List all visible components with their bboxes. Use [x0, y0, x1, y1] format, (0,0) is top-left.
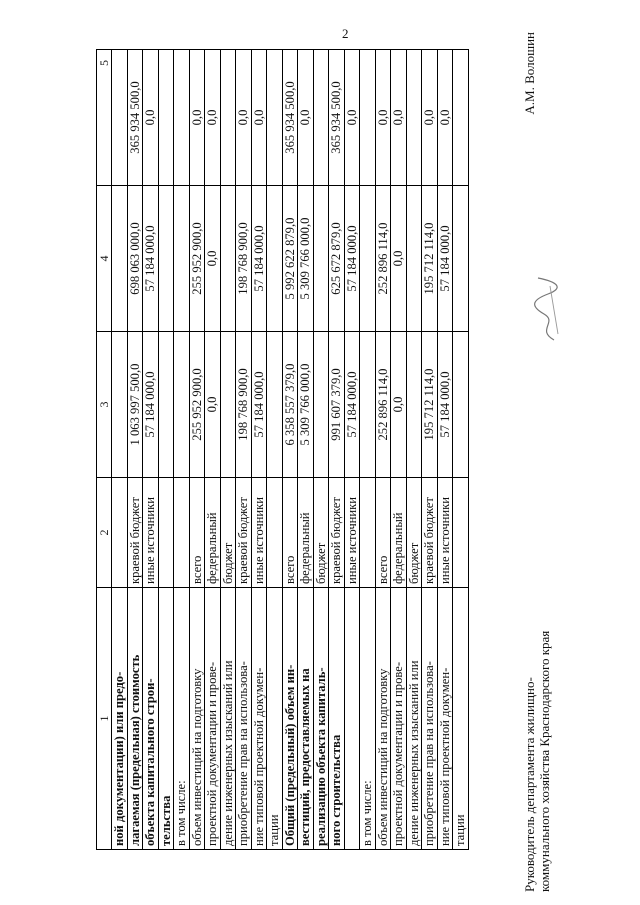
table-cell-col4 [267, 186, 283, 332]
table-cell-col5: 0,0 [251, 50, 267, 186]
table-cell-col4 [220, 186, 236, 332]
table-row [391, 50, 407, 850]
table-cell-col3 [220, 332, 236, 478]
table-cell-col2 [267, 478, 283, 588]
table-row [437, 50, 453, 850]
table-cell-col5 [453, 50, 469, 186]
table-row [267, 50, 283, 850]
table-row [143, 50, 159, 850]
table-cell-col2: федеральный [298, 478, 314, 588]
table-cell-col1: приобретение прав на использова- [422, 588, 438, 850]
table-cell-col4: 0,0 [391, 186, 407, 332]
table-cell-col4: 57 184 000,0 [437, 186, 453, 332]
signatory-position-line-1: Руководитель департамента жилищно- [522, 677, 537, 892]
table-cell-col3: 57 184 000,0 [251, 332, 267, 478]
table-cell-col4: 57 184 000,0 [143, 186, 159, 332]
header-cell-1: 1 [97, 588, 112, 850]
table-cell-col5 [112, 50, 128, 186]
table-cell-col5: 0,0 [437, 50, 453, 186]
table-cell-col2: всего [375, 478, 391, 588]
table-cell-col4 [174, 186, 190, 332]
table-cell-col2: краевой бюджет [127, 478, 143, 588]
table-cell-col5: 0,0 [344, 50, 360, 186]
table-cell-col3: 991 607 379,0 [329, 332, 345, 478]
table-cell-col3: 255 952 900,0 [189, 332, 205, 478]
table-row [406, 50, 422, 850]
table-cell-col3: 0,0 [205, 332, 221, 478]
table-row [360, 50, 376, 850]
table-row [298, 50, 314, 850]
page-number: 2 [342, 26, 349, 41]
table-header-row [97, 50, 112, 850]
table-cell-col5: 365 934 500,0 [127, 50, 143, 186]
table-cell-col1: тации [453, 588, 469, 850]
table-cell-col2: федеральный [205, 478, 221, 588]
table-row [282, 50, 298, 850]
table-cell-col2 [360, 478, 376, 588]
table-cell-col5: 0,0 [236, 50, 252, 186]
table-cell-col4 [406, 186, 422, 332]
table-cell-col3: 57 184 000,0 [143, 332, 159, 478]
table-cell-col4: 5 992 622 879,0 [282, 186, 298, 332]
table-cell-col4: 698 063 000,0 [127, 186, 143, 332]
table-row [375, 50, 391, 850]
table-row [313, 50, 329, 850]
table-cell-col3 [112, 332, 128, 478]
table-cell-col5 [220, 50, 236, 186]
header-cell-2: 2 [97, 478, 112, 588]
table-cell-col4: 255 952 900,0 [189, 186, 205, 332]
table-cell-col4: 625 672 879,0 [329, 186, 345, 332]
table-row [251, 50, 267, 850]
table-cell-col4 [112, 186, 128, 332]
table-cell-col2: иные источники [143, 478, 159, 588]
table-cell-col1: вестиций, предоставляемых на [298, 588, 314, 850]
table-cell-col5 [406, 50, 422, 186]
table-cell-col5: 0,0 [298, 50, 314, 186]
table-cell-col3 [453, 332, 469, 478]
table-cell-col1: проектной документации и прове- [205, 588, 221, 850]
table-cell-col1: тации [267, 588, 283, 850]
table-cell-col1: проектной документации и прове- [391, 588, 407, 850]
table-cell-col1: реализацию объекта капиталь- [313, 588, 329, 850]
table-cell-col3: 57 184 000,0 [437, 332, 453, 478]
table-cell-col5: 365 934 500,0 [329, 50, 345, 186]
header-cell-3: 3 [97, 332, 112, 478]
table-cell-col3: 198 768 900,0 [236, 332, 252, 478]
table-cell-col1: объем инвестиций на подготовку [375, 588, 391, 850]
table-cell-col4 [158, 186, 174, 332]
table-cell-col2: краевой бюджет [236, 478, 252, 588]
table-cell-col4: 57 184 000,0 [344, 186, 360, 332]
table-cell-col1 [344, 588, 360, 850]
table-cell-col4: 252 896 114,0 [375, 186, 391, 332]
table-cell-col1: Общий (предельный) объем ин- [282, 588, 298, 850]
signatory-position [522, 631, 552, 892]
table-cell-col1: ние типовой проектной докумен- [251, 588, 267, 850]
table-cell-col2: иные источники [437, 478, 453, 588]
table-cell-col4: 198 768 900,0 [236, 186, 252, 332]
table-cell-col2: бюджет [406, 478, 422, 588]
table-cell-col1: тельства [158, 588, 174, 850]
table-cell-col4: 5 309 766 000,0 [298, 186, 314, 332]
table-cell-col3: 57 184 000,0 [344, 332, 360, 478]
table-cell-col3: 1 063 997 500,0 [127, 332, 143, 478]
signature-block [522, 32, 592, 892]
table-row [329, 50, 345, 850]
table-row [422, 50, 438, 850]
table-cell-col5: 0,0 [391, 50, 407, 186]
table-row [344, 50, 360, 850]
table-row [236, 50, 252, 850]
table-row [205, 50, 221, 850]
table-cell-col3: 0,0 [391, 332, 407, 478]
table-cell-col2: бюджет [220, 478, 236, 588]
table-cell-col3: 195 712 114,0 [422, 332, 438, 478]
table-cell-col2 [158, 478, 174, 588]
signatory-position-line-2: коммунального хозяйства Краснодарского края [537, 630, 552, 892]
table-cell-col2: краевой бюджет [329, 478, 345, 588]
table-cell-col4: 0,0 [205, 186, 221, 332]
table-cell-col3: 5 309 766 000,0 [298, 332, 314, 478]
table-cell-col4: 57 184 000,0 [251, 186, 267, 332]
table-cell-col5 [313, 50, 329, 186]
table-cell-col5: 0,0 [422, 50, 438, 186]
table-cell-col3 [174, 332, 190, 478]
table-cell-col3: 6 358 557 379,0 [282, 332, 298, 478]
table-row [453, 50, 469, 850]
table-cell-col1: ной документации) или предо- [112, 588, 128, 850]
table-cell-col3 [360, 332, 376, 478]
table-row [174, 50, 190, 850]
header-cell-5: 5 [97, 50, 112, 186]
table-cell-col1: в том числе: [360, 588, 376, 850]
table-cell-col2 [112, 478, 128, 588]
table-cell-col3 [313, 332, 329, 478]
table-cell-col2: всего [189, 478, 205, 588]
investment-table-container [96, 50, 556, 850]
table-cell-col2: федеральный [391, 478, 407, 588]
table-cell-col1: дение инженерных изысканий или [406, 588, 422, 850]
handwritten-signature-icon [528, 274, 564, 344]
table-cell-col1: ние типовой проектной докумен- [437, 588, 453, 850]
table-cell-col5 [174, 50, 190, 186]
table-row [189, 50, 205, 850]
table-row [220, 50, 236, 850]
table-cell-col4 [360, 186, 376, 332]
table-cell-col2: иные источники [251, 478, 267, 588]
table-row [112, 50, 128, 850]
table-cell-col4 [313, 186, 329, 332]
table-row [158, 50, 174, 850]
table-cell-col1: в том числе: [174, 588, 190, 850]
table-cell-col2: бюджет [313, 478, 329, 588]
table-cell-col3 [158, 332, 174, 478]
table-cell-col5: 0,0 [205, 50, 221, 186]
investment-table [96, 49, 469, 850]
table-cell-col3: 252 896 114,0 [375, 332, 391, 478]
table-cell-col2: иные источники [344, 478, 360, 588]
signatory-name: А.М. Волошин [522, 32, 537, 115]
table-cell-col4 [453, 186, 469, 332]
table-cell-col1: дение инженерных изысканий или [220, 588, 236, 850]
table-cell-col3 [406, 332, 422, 478]
table-cell-col5 [267, 50, 283, 186]
table-cell-col1: лагаемая (предельная) стоимость [127, 588, 143, 850]
table-cell-col2 [174, 478, 190, 588]
table-row [127, 50, 143, 850]
table-cell-col5: 0,0 [143, 50, 159, 186]
table-cell-col1: объем инвестиций на подготовку [189, 588, 205, 850]
table-cell-col4: 195 712 114,0 [422, 186, 438, 332]
table-cell-col2: всего [282, 478, 298, 588]
table-cell-col5: 365 934 500,0 [282, 50, 298, 186]
header-cell-4: 4 [97, 186, 112, 332]
table-cell-col1: ного строительства [329, 588, 345, 850]
table-cell-col5: 0,0 [189, 50, 205, 186]
table-cell-col1: приобретение прав на использова- [236, 588, 252, 850]
table-cell-col5 [360, 50, 376, 186]
table-cell-col5 [158, 50, 174, 186]
table-cell-col5: 0,0 [375, 50, 391, 186]
table-cell-col2: краевой бюджет [422, 478, 438, 588]
table-cell-col1: объекта капитального строи- [143, 588, 159, 850]
table-cell-col2 [453, 478, 469, 588]
table-cell-col3 [267, 332, 283, 478]
